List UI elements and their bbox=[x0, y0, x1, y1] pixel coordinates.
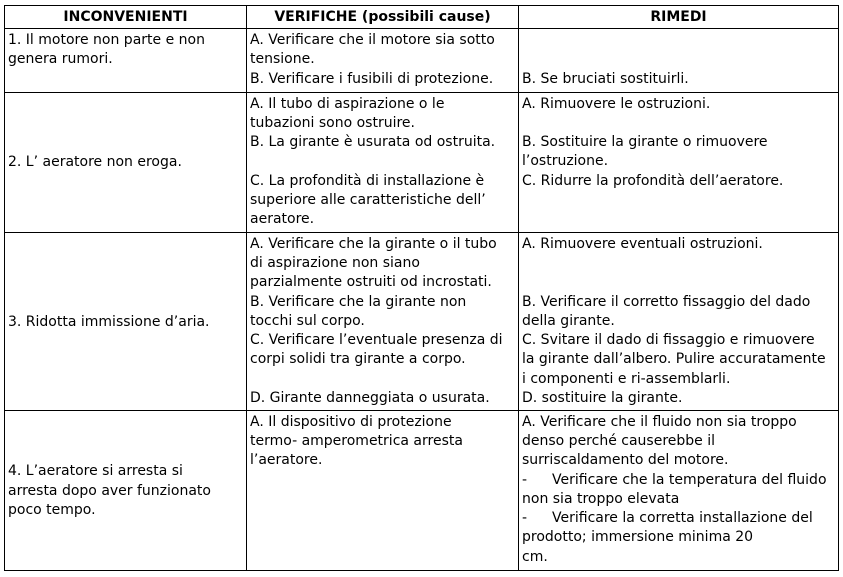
check-line: B. Verificare che la girante non bbox=[250, 293, 467, 310]
problem-cell bbox=[5, 92, 247, 232]
table-row bbox=[5, 232, 839, 410]
checks-cell bbox=[247, 232, 519, 410]
check-line: B. Verificare i fusibili di protezione. bbox=[250, 70, 494, 87]
dash-marker: - bbox=[522, 471, 528, 488]
problem-line: 2. L’ aeratore non eroga. bbox=[8, 154, 182, 171]
header-verifiche: VERIFICHE (possibili cause) bbox=[247, 6, 519, 29]
remedies-cell bbox=[519, 232, 839, 410]
remedy-line: B. Sostituire la girante o rimuovere bbox=[522, 134, 768, 151]
check-line: tubazioni sono ostruire. bbox=[250, 114, 415, 131]
remedy-line: non sia troppo elevata bbox=[522, 490, 680, 507]
remedy-line: B. Se bruciati sostituirli. bbox=[522, 70, 689, 87]
problem-line: arresta dopo aver funzionato bbox=[8, 482, 211, 499]
table-row bbox=[5, 29, 839, 93]
problem-cell bbox=[5, 29, 247, 93]
problem-cell bbox=[5, 232, 247, 410]
remedy-line: A. Rimuovere eventuali ostruzioni. bbox=[522, 235, 763, 252]
problem-line: 3. Ridotta immissione d’aria. bbox=[8, 313, 210, 330]
check-line: A. Il dispositivo di protezione bbox=[250, 413, 452, 430]
check-line: C. La profondità di installazione è bbox=[250, 172, 485, 189]
check-line: tocchi sul corpo. bbox=[250, 312, 365, 329]
check-line: di aspirazione non siano bbox=[250, 254, 420, 271]
remedy-line: A. Verificare che il fluido non sia troppo bbox=[522, 413, 797, 430]
remedy-line: della girante. bbox=[522, 312, 615, 329]
remedy-line: A. Rimuovere le ostruzioni. bbox=[522, 95, 711, 112]
check-line: superiore alle caratteristiche dell’ bbox=[250, 191, 486, 208]
problem-cell bbox=[5, 410, 247, 570]
header-inconvenienti: INCONVENIENTI bbox=[5, 6, 247, 29]
checks-cell bbox=[247, 92, 519, 232]
check-line: C. Verificare l’eventuale presenza di bbox=[250, 332, 503, 349]
problem-line: poco tempo. bbox=[8, 502, 96, 518]
remedy-line: D. sostituire la girante. bbox=[522, 389, 683, 406]
problem-line: 1. Il motore non parte e non bbox=[8, 32, 205, 48]
problem-line: 4. L’aeratore si arresta si bbox=[8, 463, 183, 480]
remedies-cell bbox=[519, 92, 839, 232]
dash-marker: - bbox=[522, 510, 528, 527]
troubleshooting-table bbox=[4, 5, 839, 571]
remedy-bullet-text: Verificare la corretta installazione del bbox=[552, 510, 813, 527]
remedy-line: prodotto; immersione minima 20 bbox=[522, 529, 754, 546]
remedy-bullet-text: Verificare che la temperatura del fluido bbox=[552, 471, 827, 488]
remedy-line: C. Svitare il dado di fissaggio e rimuovere bbox=[522, 332, 815, 349]
header-rimedi: RIMEDI bbox=[519, 6, 839, 29]
check-line: parzialmente ostruiti od incrostati. bbox=[250, 274, 492, 291]
check-line: corpi solidi tra girante a corpo. bbox=[250, 351, 466, 368]
check-line: B. La girante è usurata od ostruita. bbox=[250, 134, 496, 151]
remedy-bullet-line bbox=[522, 509, 835, 528]
remedy-line: i componenti e ri-assemblarli. bbox=[522, 370, 731, 387]
check-line: A. Verificare che la girante o il tubo bbox=[250, 235, 497, 252]
checks-cell bbox=[247, 410, 519, 570]
remedies-cell bbox=[519, 410, 839, 570]
remedy-line: la girante dall’albero. Pulire accuratamente bbox=[522, 351, 826, 368]
remedy-line: surriscaldamento del motore. bbox=[522, 452, 729, 469]
remedy-line: C. Ridurre la profondità dell’aeratore. bbox=[522, 172, 784, 189]
remedies-cell bbox=[519, 29, 839, 93]
remedy-bullet-line bbox=[522, 471, 835, 490]
check-line: l’aeratore. bbox=[250, 452, 323, 469]
header-row bbox=[5, 6, 839, 29]
check-line: A. Il tubo di aspirazione o le bbox=[250, 95, 445, 112]
remedy-line: B. Verificare il corretto fissaggio del dado bbox=[522, 293, 811, 310]
checks-cell bbox=[247, 29, 519, 93]
problem-line: genera rumori. bbox=[8, 51, 113, 68]
check-line: D. Girante danneggiata o usurata. bbox=[250, 389, 490, 406]
check-line: aeratore. bbox=[250, 211, 315, 228]
table-row bbox=[5, 92, 839, 232]
remedy-line: denso perché causerebbe il bbox=[522, 433, 715, 449]
check-line: A. Verificare che il motore sia sotto bbox=[250, 32, 495, 48]
check-line: termo- amperometrica arresta bbox=[250, 433, 463, 449]
remedy-line: cm. bbox=[522, 548, 548, 565]
check-line: tensione. bbox=[250, 51, 315, 68]
table-row bbox=[5, 410, 839, 570]
remedy-line: l’ostruzione. bbox=[522, 153, 609, 170]
